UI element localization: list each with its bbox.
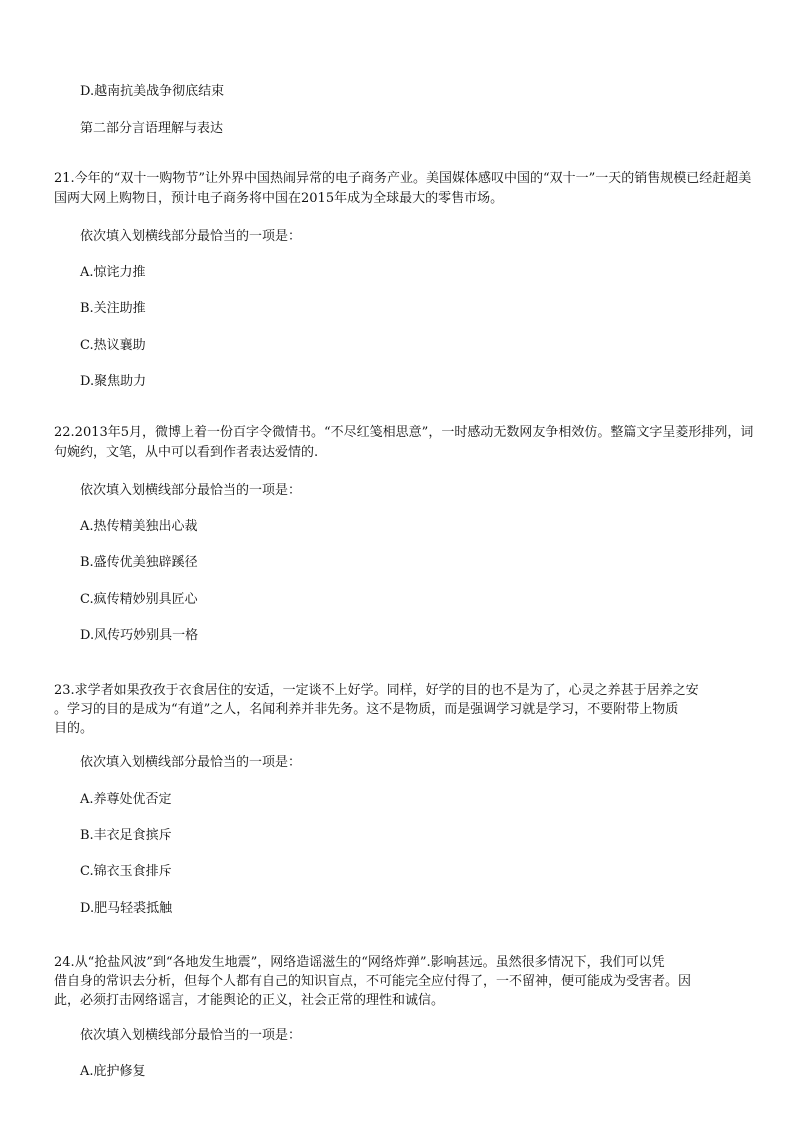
question-22-prompt: 依次填入划横线部分最恰当的一项是： (80, 483, 302, 498)
question-23-stem-line-2: 。学习的目的是成为“有道”之人，名闻利养并非先务。这不是物质，而是强调学习就是学习，不要附带上物质 (54, 702, 679, 717)
question-24-prompt: 依次填入划横线部分最恰当的一项是： (80, 1028, 302, 1043)
question-23-option-d: D.肥马轻裘抵触 (80, 901, 173, 916)
question-22-option-b: B.盛传优美独辟蹊径 (80, 555, 198, 570)
question-23-stem-line-1: 23.求学者如果孜孜于衣食居住的安适，一定谈不上好学。同样，好学的目的也不是为了，心灵之养甚于居养之安 (54, 683, 699, 698)
question-21-prompt: 依次填入划横线部分最恰当的一项是： (80, 229, 302, 244)
question-24-stem-line-1: 24.从“抢盐风波”到“各地发生地震”，网络造谣滋生的“网络炸弹”.影响甚远。虽然很多情况下，我们可以凭 (54, 955, 665, 970)
question-21-option-c: C.热议襄助 (80, 338, 146, 353)
question-23-option-b: B.丰衣足食摈斥 (80, 828, 172, 843)
question-23-option-a: A.养尊处优否定 (80, 792, 172, 807)
question-24-stem-line-3: 此，必须打击网络谣言，才能舆论的正义，社会正常的理性和诚信。 (54, 993, 445, 1008)
question-23-option-c: C.锦衣玉食排斥 (80, 864, 172, 879)
question-24-option-a: A.庇护修复 (80, 1064, 146, 1079)
question-21-option-d: D.聚焦助力 (80, 374, 147, 389)
question-21-option-a: A.惊诧力推 (80, 265, 146, 280)
question-21-stem: 21.今年的“双十一购物节”让外界中国热闹异常的电子商务产业。美国媒体感叹中国的“双十一”一天的销售规模已经赶超美国两大网上购物日，预计电子商务将中国在2015年成为全球最大的零售市场。 (54, 171, 752, 206)
question-22-stem: 22.2013年5月，微博上着一份百字令微情书。“不尽红笺相思意”，一时感动无数网友争相效仿。整篇文字呈菱形排列，词句婉约，文笔，从中可以看到作者表达爱情的. (54, 425, 754, 460)
question-23-stem-line-3: 目的。 (54, 721, 94, 736)
prev-option-d: D.越南抗美战争彻底结束 (80, 84, 225, 99)
question-23-prompt: 依次填入划横线部分最恰当的一项是： (80, 755, 302, 770)
section-heading: 第二部分言语理解与表达 (80, 121, 224, 136)
question-22-option-c: C.疯传精妙别具匠心 (80, 592, 198, 607)
question-21-option-b: B.关注助推 (80, 301, 146, 316)
question-22-option-d: D.风传巧妙别具一格 (80, 628, 199, 643)
question-24-stem-line-2: 借自身的常识去分析，但每个人都有自己的知识盲点，不可能完全应付得了，一不留神，便可能成为受害者。因 (54, 974, 692, 989)
question-22-option-a: A.热传精美独出心裁 (80, 519, 198, 534)
